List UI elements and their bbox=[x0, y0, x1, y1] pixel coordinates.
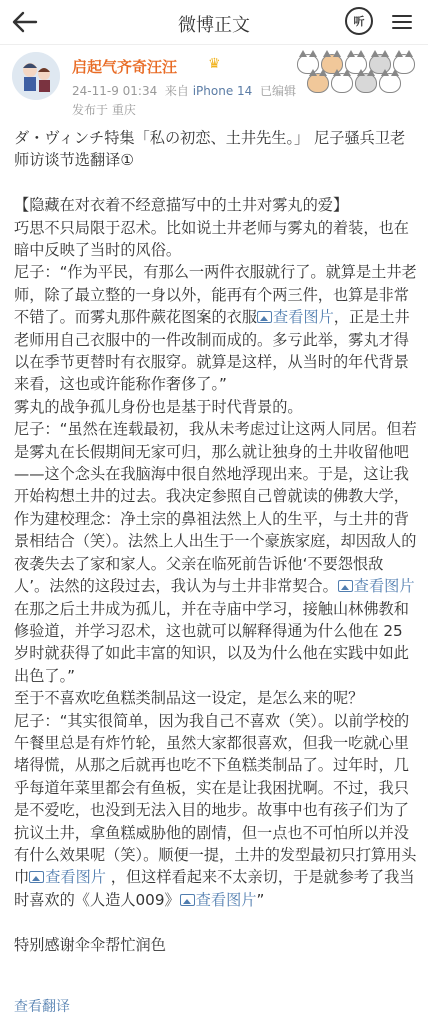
image-icon bbox=[338, 580, 353, 592]
avatar[interactable] bbox=[12, 52, 60, 100]
menu-icon[interactable] bbox=[388, 10, 416, 34]
edited-label[interactable]: 已编辑 bbox=[259, 84, 296, 98]
post-title: ダ・ヴィンチ特集「私の初恋、土井先生。」 尼子骚兵卫老师访谈节选翻译① bbox=[14, 129, 406, 170]
source-prefix: 来自 bbox=[164, 84, 189, 98]
paragraph: 巧思不只局限于忍术。比如说土井老师与雾丸的着装，也在暗中反映了当时的风俗。 bbox=[14, 218, 409, 260]
paragraph: 尼子：“作为平民，有那么一两件衣服就行了。就算是土井老师，除了最立整的一身以外，能再有个两三件，也算是非常不错了。而雾丸那件蕨花图案的衣服 查看图片，正是土井老师用自己衣服中的一件改制而成的。多亏此举，雾丸才得以在季节更替时有衣服穿。就算是这样，从当时的年代背景来看，这也或许能称作奢侈了。” bbox=[14, 263, 417, 394]
author-name[interactable]: 启起气齐奇汪汪 bbox=[72, 58, 178, 76]
source-link[interactable]: iPhone 14 bbox=[192, 84, 253, 98]
cat-stickers-decoration bbox=[295, 46, 420, 92]
top-bar bbox=[0, 0, 428, 45]
image-icon bbox=[257, 311, 272, 323]
view-image-link[interactable]: 查看图片 bbox=[257, 308, 334, 326]
view-image-link[interactable]: 查看图片 bbox=[180, 891, 257, 909]
view-translation-link[interactable]: 查看翻译 bbox=[14, 999, 70, 1015]
view-image-link[interactable]: 查看图片 bbox=[29, 868, 106, 886]
post-location: 发布于 重庆 bbox=[72, 103, 136, 117]
author-header bbox=[0, 44, 428, 116]
vip-crown-icon: ♛ bbox=[208, 56, 221, 72]
post-meta bbox=[72, 82, 296, 99]
thanks-note: 特别感谢伞伞帮忙润色 bbox=[14, 935, 166, 954]
section-heading: 【隐藏在对衣着不经意描写中的土井对雾丸的爱】 bbox=[14, 196, 349, 215]
paragraph: 尼子：“其实很简单，因为我自己不喜欢（笑）。以前学校的午餐里总是有炸竹轮，虽然大家都很喜欢，但我一吃就心里堵得慌，从那之后就再也吃不下鱼糕类制品了。过年时，几乎每道年菜里都会有鱼板，实在是让我困扰啊。不过，我只是不爱吃，也没到无法入目的地步。故事中也有孩子们为了抗议土井，拿鱼糕威胁他的剧情，但一点也不可怕所以并没有什么效果呢（笑）。顺便一提，土井的发型最初只打算用头巾 查看图片 ，但这样看起来不太亲切，于是就参考了我当时喜欢的《人造人009》 查看图片” bbox=[14, 711, 417, 909]
post-body bbox=[14, 127, 418, 956]
image-icon bbox=[29, 871, 44, 883]
image-icon bbox=[180, 894, 195, 906]
view-image-link[interactable]: 查看图片 bbox=[338, 577, 415, 595]
paragraph: 尼子：“虽然在连载最初，我从未考虑过让这两人同居。但若是雾丸在长假期间无家可归，那么就让独身的土井收留他吧——这个念头在我脑海中很自然地浮现出来。于是，这让我开始构想土井的过去。我决定参照自己曾就读的佛教大学，作为建校理念：净土宗的鼻祖法然上人的生平，与土井的背景相结合（笑）。法然上人出生于一个豪族家庭，却因敌人的夜袭失去了家和家人。父亲在临死前告诉他‘不要怨恨敌人’。法然的这段过去，我认为与土井非常契合。 查看图片 在那之后土井成为孤儿，并在寺庙中学习，接触山林佛教和修验道，并学习忍术，这也就可以解释得通为什么他在 25 岁时就获得了如此丰富的知识，以及为什么他在实践中如此出色了。” bbox=[14, 420, 417, 685]
post-time: 24-11-9 01:34 bbox=[72, 84, 158, 98]
paragraph: 至于不喜欢吃鱼糕类制品这一设定，是怎么来的呢？ bbox=[14, 689, 364, 708]
paragraph: 雾丸的战争孤儿身份也是基于时代背景的。 bbox=[14, 397, 303, 416]
page-title: 微博正文 bbox=[178, 15, 250, 36]
listen-icon[interactable]: 听 bbox=[345, 7, 373, 35]
